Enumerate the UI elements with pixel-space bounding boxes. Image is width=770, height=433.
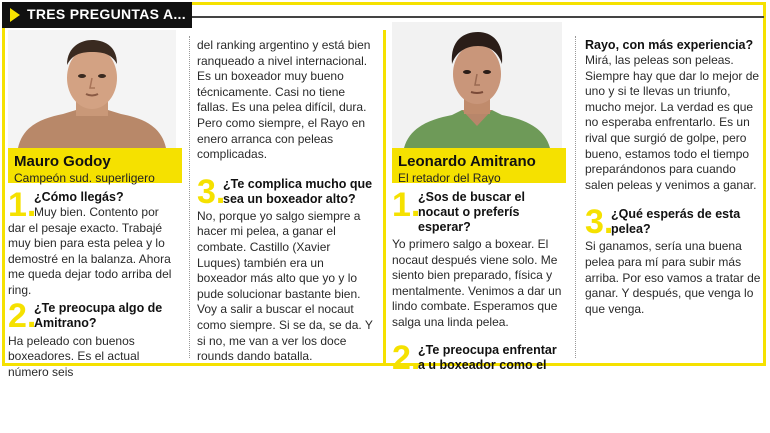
question-2-block	[8, 296, 180, 335]
interview-divider	[383, 30, 386, 365]
question-1-block	[8, 186, 180, 224]
answer-text: No, porque yo salgo siempre a hacer mi pelea, a ganar el combate. Castillo (Xavier Luques) también era un boxeador más alto que yo y lo pude solucionar bastante bien. Voy a salir a buscar el nocaut como siempre. Si se da, se da. Y si no, me van a ver los doce rounds dando batalla.	[197, 208, 373, 364]
question-3-block	[585, 203, 761, 242]
leonardo-amitrano-caption	[392, 148, 566, 183]
header-rule	[192, 16, 764, 18]
question-3-block	[197, 172, 375, 211]
mauro-godoy-role: Campeón sud. superligero	[14, 171, 155, 185]
leonardo-amitrano-role: El retador del Rayo	[398, 171, 501, 185]
question-number: 1.	[8, 186, 37, 224]
answer-text: Yo primero salgo a boxear. El nocaut después viene solo. Me siento bien preparado, física y mentalmente. Venimos a dar un lindo combate. Esperamos que salga una linda pelea.	[392, 237, 562, 329]
answer-text: Ha peleado con buenos boxeadores. Es el actual número seis	[8, 333, 140, 379]
question-text: ¿Te preocupa enfrentar a u boxeador como el	[418, 342, 557, 372]
question-number: 2.	[392, 338, 421, 377]
mauro-godoy-photo	[8, 30, 176, 148]
right-column-1	[392, 186, 566, 377]
question-number: 2.	[8, 296, 37, 335]
section-title: TRES PREGUNTAS A...	[27, 6, 186, 22]
section-header	[2, 2, 192, 28]
question-text: ¿Sos de buscar el nocaut o preferís esperar?	[418, 190, 525, 234]
right-column-2	[585, 38, 761, 317]
leonardo-amitrano-photo	[392, 22, 562, 148]
question-1-block	[392, 186, 566, 235]
leonardo-amitrano-name: Leonardo Amitrano	[398, 153, 536, 170]
question-number: 3.	[585, 203, 614, 242]
question-2-block	[392, 338, 566, 377]
mauro-godoy-name: Mauro Godoy	[14, 153, 111, 170]
question-text: Rayo, con más experiencia?	[585, 38, 754, 52]
question-text: ¿Qué esperás de esta pelea?	[611, 207, 741, 237]
answer-first-line: Muy bien. Contento por	[34, 205, 159, 219]
answer-text: Mirá, las peleas son peleas. Siempre hay que dar lo mejor de uno y si te llevas un triunfo, mucho mejor. La verdad es que no esperaba enfrentarlo. Es un rival que surgió de golpe, pero bueno, estamos todo el tiempo preparándonos para cuando salen peleas y venimos a ganar.	[585, 53, 760, 192]
column-divider	[189, 36, 190, 358]
mauro-godoy-caption	[8, 148, 182, 183]
left-column-1	[8, 186, 180, 380]
answer-text: del ranking argentino y está bien ranqueado a nivel internacional. Es un boxeador muy bueno técnicamente. Casi no tiene fallas. Es una pelea difícil, dura. Pero como siempre, el Rayo en enero arranca con peleas complicadas.	[197, 38, 371, 162]
left-column-2	[197, 38, 375, 365]
question-number: 1.	[392, 186, 421, 224]
question-text: ¿Te complica mucho que sea un boxeador alto?	[223, 176, 373, 206]
column-divider	[575, 36, 576, 358]
question-text: ¿Cómo llegás?	[34, 190, 124, 204]
question-number: 3.	[197, 172, 226, 211]
question-text: ¿Te preocupa algo de Amitrano?	[34, 300, 163, 330]
answer-text: dar el pesaje exacto. Trabajé muy bien para esta pelea y lo demostré en la balanza. Ahora me queda dejar todo arriba del ring.	[8, 220, 172, 297]
answer-text: Si ganamos, sería una buena pelea para mí para subir más arriba. Por eso vamos a tratar de ganar. Y después, que venga lo que venga.	[585, 239, 761, 316]
arrow-icon	[10, 8, 20, 22]
